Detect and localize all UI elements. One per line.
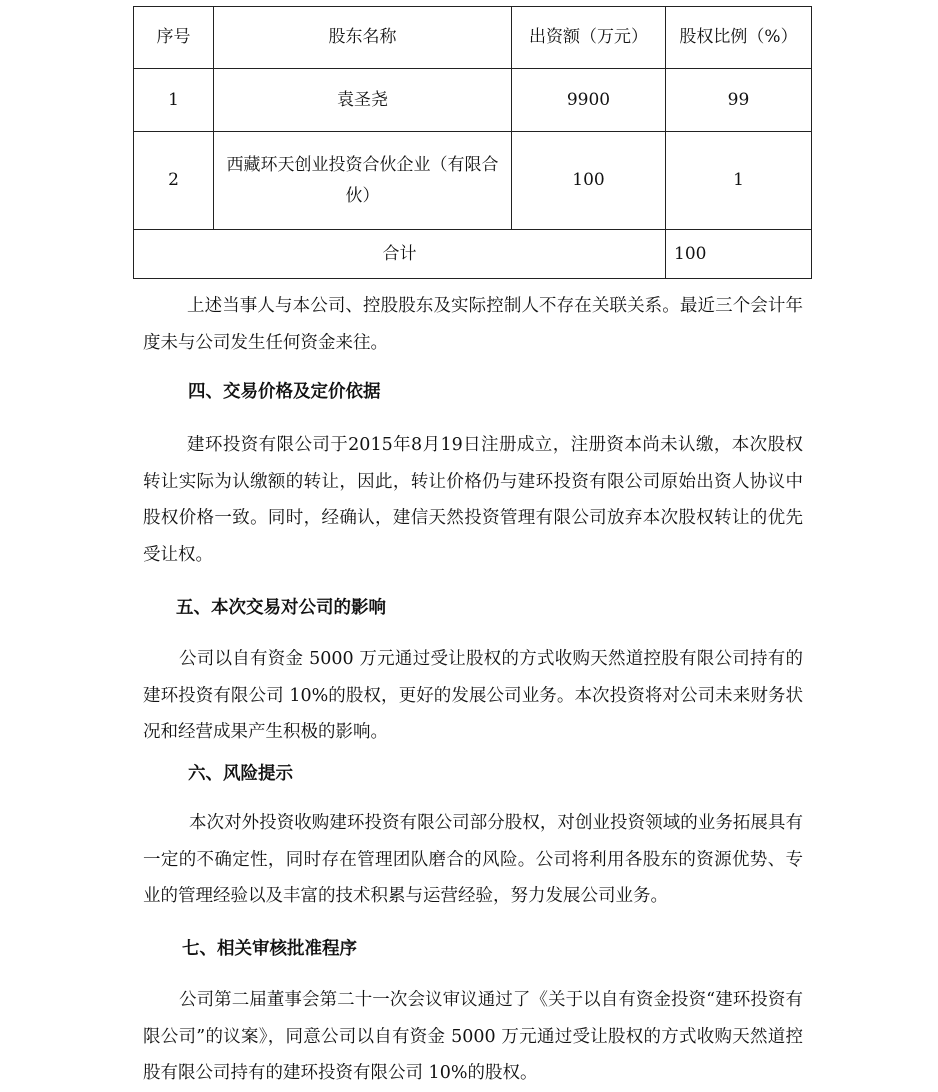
- section-6-paragraph: 本次对外投资收购建环投资有限公司部分股权，对创业投资领域的业务拓展具有一定的不确定性，同时存在管理团队磨合的风险。公司将利用各股东的资源优势、专业的管理经验以及丰富的技术积累与运营经验，努力发展公司业务。: [143, 813, 803, 906]
- cell-ratio: 1: [666, 132, 812, 230]
- section-5-paragraph: 公司以自有资金 5000 万元通过受让股权的方式收购天然道控股有限公司持有的建环投资有限公司 10%的股权，更好的发展公司业务。本次投资将对公司未来财务状况和经营成果产生积极的影响。: [143, 649, 803, 742]
- relation-paragraph: 上述当事人与本公司、控股股东及实际控制人不存在关联关系。最近三个会计年度未与公司发生任何资金来往。: [143, 296, 803, 353]
- section-4-paragraph: 建环投资有限公司于2015年8月19日注册成立，注册资本尚未认缴，本次股权转让实际为认缴额的转让，因此，转让价格仍与建环投资有限公司原始出资人协议中股权价格一致。同时，经确认，建信天然投资管理有限公司放弃本次股权转让的优先受让权。: [143, 435, 803, 565]
- cell-name: 袁圣尧: [214, 69, 512, 132]
- header-no: 序号: [134, 7, 214, 69]
- table-header-row: [134, 7, 812, 69]
- section-5-heading: 五、本次交易对公司的影响: [176, 598, 386, 618]
- cell-amount: 9900: [512, 69, 666, 132]
- header-ratio: 股权比例（%）: [666, 7, 812, 69]
- total-value: 100: [666, 230, 812, 279]
- cell-ratio: 99: [666, 69, 812, 132]
- cell-amount: 100: [512, 132, 666, 230]
- table-row: [134, 69, 812, 132]
- section-7-paragraph: 公司第二届董事会第二十一次会议审议通过了《关于以自有资金投资“建环投资有限公司”的议案》，同意公司以自有资金 5000 万元通过受让股权的方式收购天然道控股有限公司持有的建环投资有限公司 10%的股权。: [143, 990, 803, 1083]
- cell-name: 西藏环天创业投资合伙企业（有限合伙）: [214, 132, 512, 230]
- cell-no: 1: [134, 69, 214, 132]
- shareholder-table: [133, 6, 812, 279]
- section-4-heading: 四、交易价格及定价依据: [188, 382, 381, 402]
- table-row: [134, 132, 812, 230]
- section-7-heading: 七、相关审核批准程序: [182, 939, 357, 959]
- total-label: 合计: [134, 230, 666, 279]
- section-6-heading: 六、风险提示: [188, 764, 293, 784]
- header-amount: 出资额（万元）: [512, 7, 666, 69]
- cell-no: 2: [134, 132, 214, 230]
- table-total-row: [134, 230, 812, 279]
- header-name: 股东名称: [214, 7, 512, 69]
